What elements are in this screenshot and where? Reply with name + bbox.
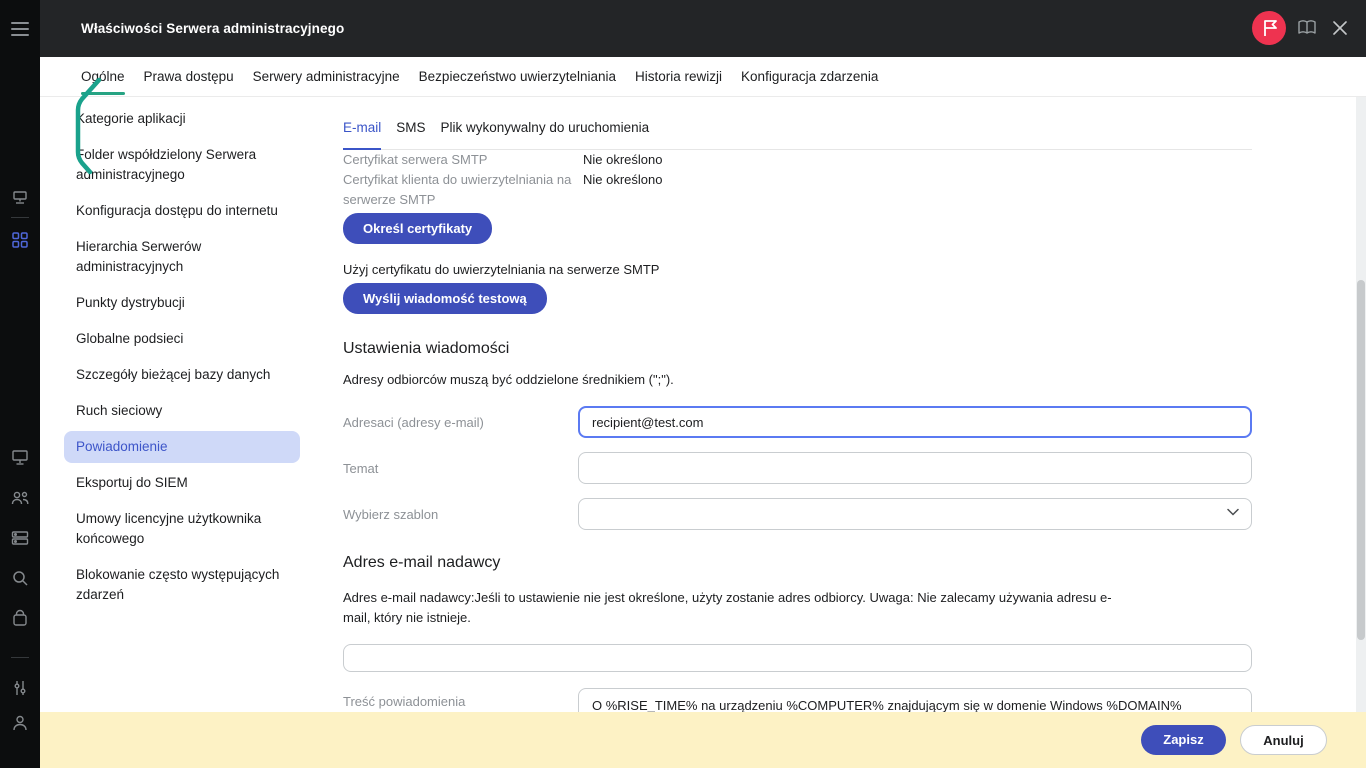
nav-item[interactable]: Powiadomienie bbox=[64, 431, 300, 463]
settings-icon[interactable] bbox=[10, 678, 30, 698]
tab[interactable]: Historia rewizji bbox=[635, 68, 723, 84]
template-select[interactable] bbox=[578, 498, 1252, 530]
flag-icon[interactable] bbox=[1252, 11, 1286, 45]
certificate-rows bbox=[343, 150, 1252, 210]
nav-item[interactable]: Blokowanie często występujących zdarzeń bbox=[76, 567, 280, 602]
devices-icon[interactable] bbox=[10, 187, 30, 207]
template-label: Wybierz szablon bbox=[343, 506, 439, 522]
subtab[interactable]: SMS bbox=[396, 120, 426, 135]
template-row bbox=[343, 498, 1252, 530]
save-button[interactable]: Zapisz bbox=[1141, 725, 1226, 755]
cancel-button[interactable]: Anuluj bbox=[1240, 725, 1327, 755]
subject-label: Temat bbox=[343, 460, 379, 476]
marketplace-icon[interactable] bbox=[10, 608, 30, 628]
subject-input[interactable] bbox=[578, 452, 1252, 484]
scrollbar-thumb[interactable] bbox=[1357, 280, 1365, 640]
search-icon[interactable] bbox=[10, 568, 30, 588]
nav-item[interactable]: Szczegóły bieżącej bazy danych bbox=[76, 367, 271, 382]
recipients-label: Adresaci (adresy e-mail) bbox=[343, 414, 484, 430]
users-icon[interactable] bbox=[10, 488, 30, 508]
tab[interactable]: Ogólne bbox=[81, 57, 125, 97]
close-icon[interactable] bbox=[1333, 21, 1347, 35]
window-header bbox=[40, 0, 1366, 57]
use-certificate-text: Użyj certyfikatu do uwierzytelniania na serwerze SMTP bbox=[343, 262, 660, 277]
nav-item[interactable]: Konfiguracja dostępu do internetu bbox=[76, 203, 278, 218]
nav-item[interactable]: Ruch sieciowy bbox=[76, 403, 163, 418]
recipients-hint: Adresy odbiorców muszą być oddzielone średnikiem (";"). bbox=[343, 372, 674, 387]
storage-icon[interactable] bbox=[10, 528, 30, 548]
monitoring-icon[interactable] bbox=[10, 447, 30, 467]
certificate-row bbox=[343, 170, 1252, 210]
account-icon[interactable] bbox=[10, 713, 30, 733]
main-tab-bar bbox=[40, 57, 1366, 97]
notification-text-label: Treść powiadomienia bbox=[343, 694, 466, 709]
nav-item[interactable]: Hierarchia Serwerów administracyjnych bbox=[76, 239, 202, 274]
sender-description: Adres e-mail nadawcy:Jeśli to ustawienie nie jest określone, użyty zostanie adres odbiorcy. Uwaga: Nie zalecamy używania adresu e-mail, który nie istnieje. bbox=[343, 590, 1112, 625]
nav-item[interactable]: Umowy licencyjne użytkownika końcowego bbox=[76, 511, 262, 546]
icon-rail bbox=[0, 0, 40, 768]
subject-row bbox=[343, 452, 1252, 484]
help-book-icon[interactable] bbox=[1298, 20, 1316, 35]
certificate-label: Certyfikat klienta do uwierzytelniania na serwerze SMTP bbox=[343, 172, 572, 207]
subtab[interactable]: E-mail bbox=[343, 118, 381, 149]
certificate-value: Nie określono bbox=[583, 172, 663, 187]
subtab[interactable]: Plik wykonywalny do uruchomienia bbox=[440, 120, 650, 135]
menu-icon[interactable] bbox=[10, 19, 30, 39]
message-settings-heading: Ustawienia wiadomości bbox=[343, 340, 510, 357]
nav-item[interactable]: Globalne podsieci bbox=[76, 331, 184, 346]
page-title: Właściwości Serwera administracyjnego bbox=[81, 21, 345, 36]
specify-certificates-button[interactable]: Określ certyfikaty bbox=[343, 213, 492, 244]
send-test-message-button[interactable]: Wyślij wiadomość testową bbox=[343, 283, 547, 314]
nav-item[interactable]: Kategorie aplikacji bbox=[76, 111, 186, 126]
tab[interactable]: Prawa dostępu bbox=[143, 68, 234, 84]
dashboard-icon[interactable] bbox=[10, 230, 30, 250]
tab[interactable]: Bezpieczeństwo uwierzytelniania bbox=[418, 68, 617, 84]
certificate-label: Certyfikat serwera SMTP bbox=[343, 152, 488, 167]
certificate-value: Nie określono bbox=[583, 152, 663, 167]
rail-divider bbox=[11, 217, 29, 218]
nav-item[interactable]: Punkty dystrybucji bbox=[76, 295, 185, 310]
sender-heading: Adres e-mail nadawcy bbox=[343, 554, 501, 571]
recipients-row bbox=[343, 406, 1252, 438]
vertical-scrollbar[interactable] bbox=[1356, 97, 1366, 712]
notification-subtabs bbox=[343, 97, 1252, 150]
certificate-row bbox=[343, 150, 1252, 170]
properties-nav bbox=[64, 103, 300, 615]
sender-email-input[interactable] bbox=[343, 644, 1252, 672]
notification-settings-panel bbox=[343, 97, 1252, 748]
recipients-input[interactable] bbox=[578, 406, 1252, 438]
tab[interactable]: Serwery administracyjne bbox=[252, 68, 400, 84]
action-bar bbox=[40, 712, 1366, 768]
nav-item[interactable]: Folder współdzielony Serwera administracyjnego bbox=[76, 147, 257, 182]
tab[interactable]: Konfiguracja zdarzenia bbox=[741, 68, 879, 84]
nav-item[interactable]: Eksportuj do SIEM bbox=[76, 475, 188, 490]
template-select-value[interactable] bbox=[578, 498, 1252, 530]
rail-divider bbox=[11, 657, 29, 658]
